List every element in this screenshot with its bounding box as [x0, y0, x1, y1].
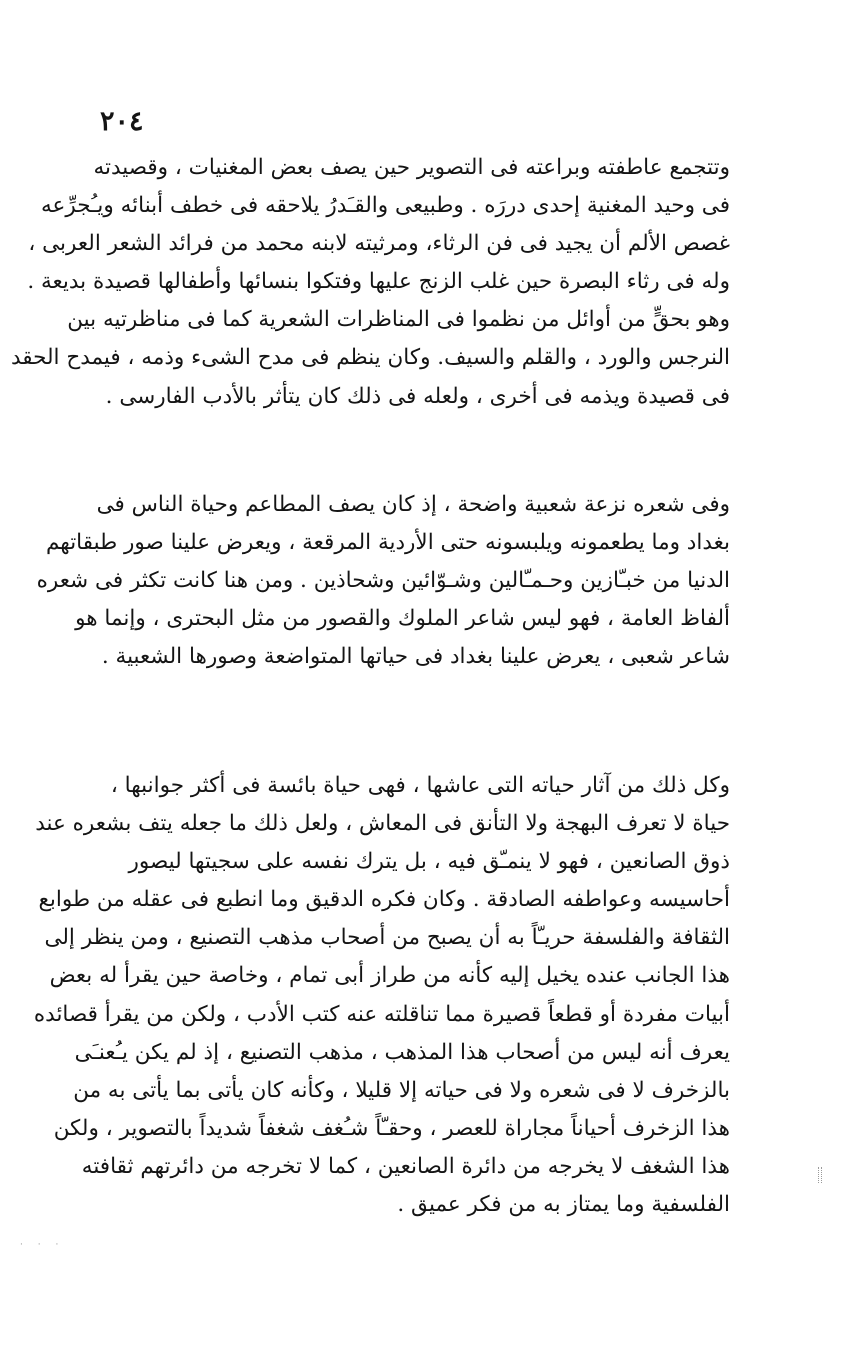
text-line: وفى شعره نزعة شعبية واضحة ، إذ كان يصف المطاعم وحياة الناس فى	[96, 492, 730, 517]
text-line: النرجس والورد ، والقلم والسيف. وكان ينظم فى مدح الشىء وذمه ، فيمدح الحقد	[10, 345, 730, 371]
text-line: ألفاظ العامة ، فهو ليس شاعر الملوك والقصور من مثل البحترى ، وإنما هو	[75, 606, 730, 632]
paragraph-1	[10, 149, 730, 416]
text-line: يعرف أنه ليس من أصحاب هذا المذهب ، مذهب التصنيع ، إذ لم يكن يـُعنـَى	[74, 1039, 730, 1065]
text-line: وله فى رثاء البصرة حين غلب الزنج عليها وفتكوا بنسائها وأطفالها قصيدة بديعة .	[27, 269, 730, 295]
text-line: غصص الألم أن يجيد فى فن الرثاء، ومرثيته لابنه محمد من فرائد الشعر العربى ،	[28, 231, 730, 257]
text-line: الدنيا من خبـّازين وحـمـّالين وشـوّائين وشحاذين . ومن هنا كانت تكثر فى شعره	[36, 568, 730, 594]
text-line: أبيات مفردة أو قطعاً قصيرة مما تناقلته عنه كتب الأدب ، ولكن من يقرأ قصائده	[33, 1001, 730, 1027]
text-line: هذا الشغف لا يخرجه من دائرة الصانعين ، كما لا تخرجه من دائرتهم ثقافته	[81, 1153, 730, 1179]
text-line: حياة لا تعرف البهجة ولا التأنق فى المعاش ، ولعل ذلك ما جعله يتف بشعره عند	[35, 811, 730, 837]
text-line: هذا الجانب عنده يخيل إليه كأنه من طراز أبى تمام ، وخاصة حين يقرأ له بعض	[49, 963, 730, 989]
text-line: فى قصيدة ويذمه فى أخرى ، ولعله فى ذلك كان يتأثر بالأدب الفارسى .	[105, 383, 730, 409]
text-line: بغداد وما يطعمونه ويلبسونه حتى الأردية المرقعة ، ويعرض علينا صور طبقاتهم	[45, 530, 730, 556]
paragraph-3	[33, 767, 730, 1224]
scan-artifact-dots: · · ·	[20, 1240, 65, 1250]
text-line: وهو بحقٍّ من أوائل من نظموا فى المناظرات الشعرية كما فى مناظرتيه بين	[67, 307, 730, 333]
text-line: فى وحيد المغنية إحدى دررَه . وطبيعى والقـَدرُ يلاحقه فى خطف أبنائه ويـُجرِّعه	[41, 193, 730, 219]
text-line: بالزخرف لا فى شعره ولا فى حياته إلا قليلا ، وكأنه كان يأتى بما يأتى به من	[73, 1077, 730, 1103]
text-line: ذوق الصانعين ، فهو لا ينمـّق فيه ، بل يترك نفسه على سجيتها ليصور	[128, 849, 730, 875]
text-line: هذا الزخرف أحياناً مجاراة للعصر ، وحقـّاً شـُغف شغفاً شديداً بالتصوير ، ولكن	[53, 1115, 730, 1141]
scan-margin-mark	[818, 1167, 822, 1183]
text-line: وكل ذلك من آثار حياته التى عاشها ، فهى حياة بائسة فى أكثر جوانبها ،	[110, 773, 730, 798]
text-line: أحاسيسه وعواطفه الصادقة . وكان فكره الدقيق وما انطبع فى عقله من طوابع	[38, 887, 730, 913]
text-line: الثقافة والفلسفة حريـّاً به أن يصبح من أصحاب مذهب التصنيع ، ومن ينظر إلى	[44, 925, 730, 951]
text-line: وتتجمع عاطفته وبراعته فى التصوير حين يصف بعض المغنيات ، وقصيدته	[93, 155, 730, 180]
paragraph-2	[36, 486, 730, 676]
text-line: الفلسفية وما يمتاز به من فكر عميق .	[397, 1192, 730, 1218]
text-line: شاعر شعبى ، يعرض علينا بغداد فى حياتها المتواضعة وصورها الشعبية .	[101, 644, 730, 670]
page-number: ٢٠٤	[100, 106, 144, 137]
